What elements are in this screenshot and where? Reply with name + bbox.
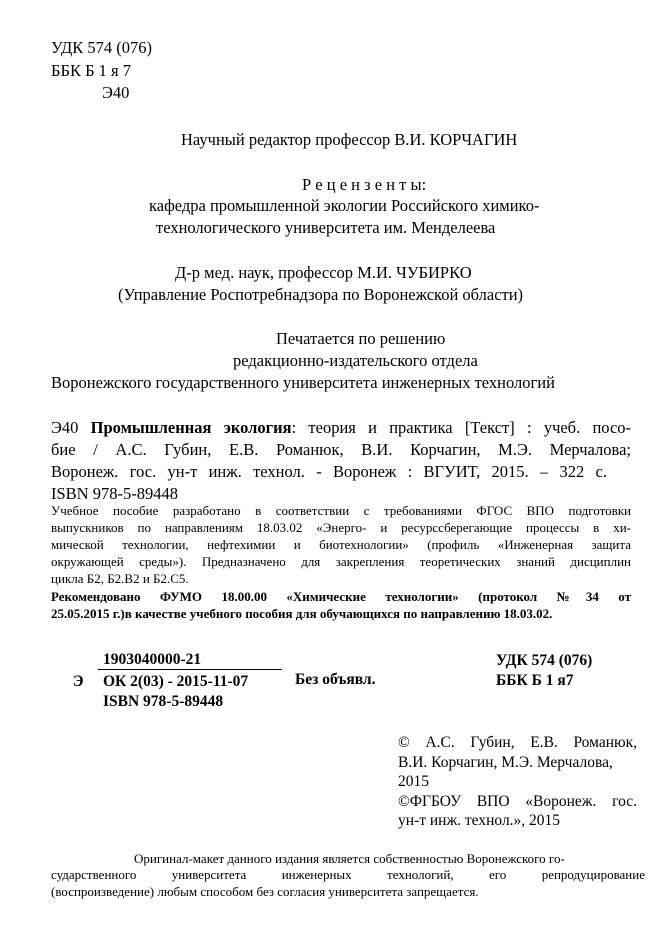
catalog-isbn: ISBN 978-5-89448 <box>103 693 224 710</box>
biblio-line-3: Воронеж. гос. ун-т инж. технол. - Воронеж : ВГУИТ, 2015. – 322 с. <box>51 462 607 481</box>
author-mark: Э40 <box>102 83 130 102</box>
scientific-editor: Научный редактор профессор В.И. КОРЧАГИН <box>181 130 518 149</box>
biblio-line-2: бие / А.С. Губин, Е.В. Романюк, В.И. Корчагин, М.Э. Мерчалова; <box>51 440 631 459</box>
bbk-code: ББК Б 1 я 7 <box>51 61 132 80</box>
footer-note-line-3: (воспроизведение) любым способом без согласия университета запрещается. <box>51 884 479 899</box>
annotation-line-1: Учебное пособие разработано в соответствии с требованиями ФГОС ВПО подготовки <box>51 503 631 518</box>
recommendation-line-1: Рекомендовано ФУМО 18.00.00 «Химические технологии» (протокол №34 от <box>51 589 631 604</box>
copyright-line-4: ©ФГБОУ ВПО «Воронеж. гос. <box>398 793 637 810</box>
udk-code: УДК 574 (076) <box>51 38 153 57</box>
reviewer-2-line-1: Д-р мед. наук, профессор М.И. ЧУБИРКО <box>175 263 472 282</box>
print-decision-line-1: Печатается по решению <box>276 329 446 348</box>
catalog-letter: Э <box>73 673 84 690</box>
catalog-code-1: 1903040000-21 <box>103 651 202 668</box>
catalog-code-2: ОК 2(03) - 2015-11-07 <box>103 673 249 690</box>
recommendation-line-2: 25.05.2015 г.)в качестве учебного пособия для обучающихся по направлению 18.03.02. <box>51 606 553 621</box>
annotation-line-4: окружающей среды»). Предназначено для закрепления теоретических знаний дисциплин <box>51 554 631 569</box>
biblio-code: Э40 <box>51 418 79 437</box>
annotation-line-2: выпускников по направлениям 18.03.02 «Энерго- и ресурссберегающие процессы в хи- <box>51 520 631 535</box>
catalog-divider <box>98 669 282 670</box>
reviewers-heading: Р е ц е н з е н т ы: <box>302 175 427 194</box>
footer-note-line-1: Оригинал-макет данного издания является собственностью Воронежского го- <box>134 851 565 866</box>
annotation-line-3: мической технологии, нефтехимии и биотехнологии» (профиль «Инженерная защита <box>51 537 631 552</box>
copyright-line-5: ун-т инж. технол.», 2015 <box>398 812 561 829</box>
reviewer-1-line-1: кафедра промышленной экологии Российского химико- <box>149 196 540 215</box>
copyright-line-3: 2015 <box>398 773 429 790</box>
reviewer-1-line-2: технологического университета им. Менделеева <box>156 218 496 237</box>
biblio-isbn: ISBN 978-5-89448 <box>51 484 178 503</box>
footer-note-line-2: сударственного университета инженерных технологий, его репродуцирование <box>51 867 645 882</box>
reviewer-2-line-2: (Управление Роспотребнадзора по Воронежской области) <box>118 285 524 304</box>
biblio-subtitle: : теория и практика [Текст] : учеб. посо- <box>291 418 632 437</box>
biblio-title: Промышленная экология <box>90 418 292 437</box>
print-decision-line-2: редакционно-издательского отдела <box>233 351 478 370</box>
print-decision-line-3: Воронежского государственного университета инженерных технологий <box>51 373 555 392</box>
copyright-line-2: В.И. Корчагин, М.Э. Мерчалова, <box>398 754 613 771</box>
catalog-udk: УДК 574 (076) <box>496 652 593 669</box>
copyright-line-1: © А.С. Губин, Е.В. Романюк, <box>398 734 637 751</box>
annotation-line-5: цикла Б2, Б2.В2 и Б2.С5. <box>51 571 189 586</box>
catalog-bbk: ББК Б 1 я7 <box>496 672 574 689</box>
no-announcement: Без объявл. <box>295 671 376 688</box>
biblio-line-1 <box>51 418 631 438</box>
